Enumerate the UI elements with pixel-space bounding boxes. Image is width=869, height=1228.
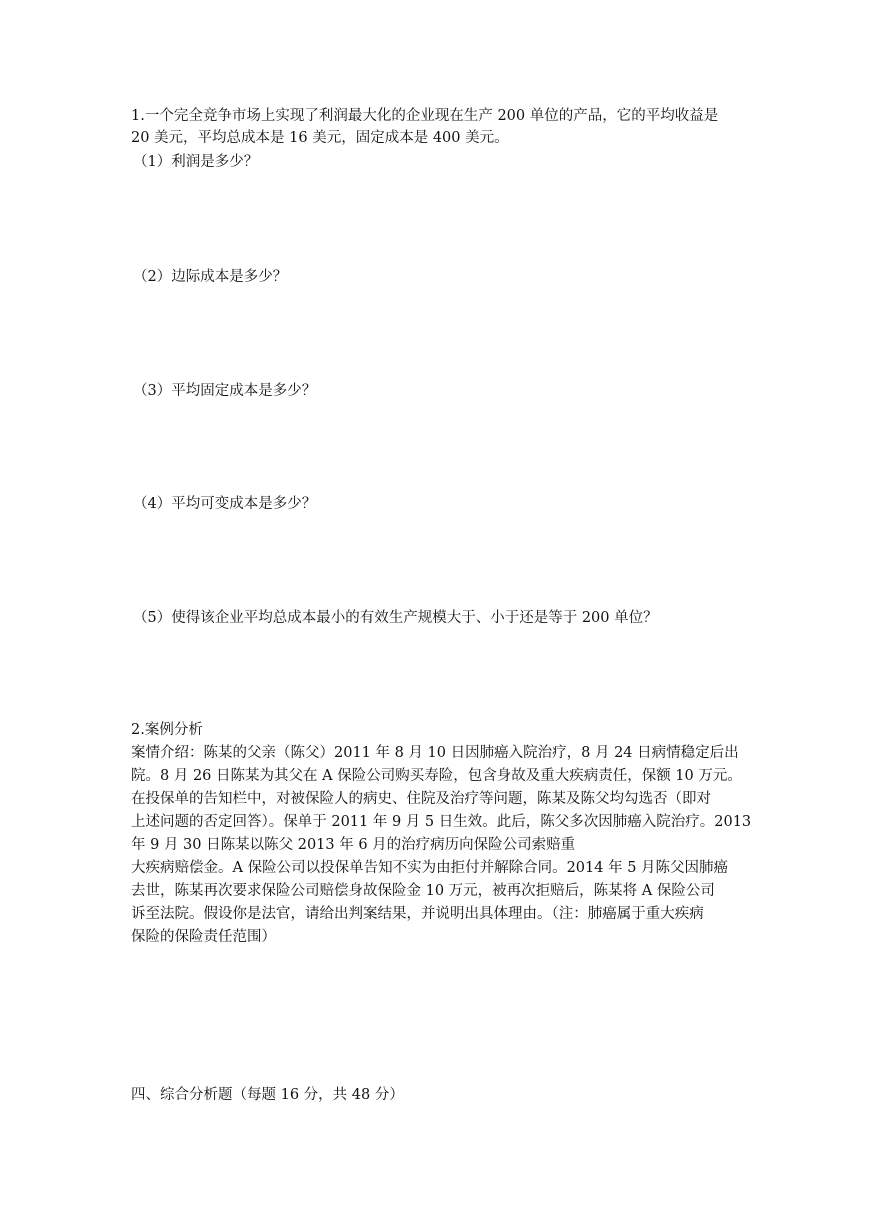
section-4-heading: 四、综合分析题（每题 16 分，共 48 分） — [131, 1087, 404, 1103]
q1-subquestion-2: （2）边际成本是多少？ — [133, 269, 288, 285]
q1-subquestion-3: （3）平均固定成本是多少？ — [133, 383, 317, 399]
q1-stem-line-2: 20 美元，平均总成本是 16 美元，固定成本是 400 美元。 — [131, 130, 509, 146]
q2-case-line-6: 大疾病赔偿金。A 保险公司以投保单告知不实为由拒付并解除合同。2014 年 5 月陈父因肺癌 — [131, 860, 729, 876]
q2-case-line-7: 去世，陈某再次要求保险公司赔偿身故保险金 10 万元，被再次拒赔后，陈某将 A 保险公司 — [131, 883, 715, 899]
q2-case-line-8: 诉至法院。假设你是法官，请给出判案结果，并说明出具体理由。（注：肺癌属于重大疾病 — [131, 906, 704, 922]
q1-subquestion-5: （5）使得该企业平均总成本最小的有效生产规模大于、小于还是等于 200 单位？ — [133, 610, 658, 626]
q2-case-line-1: 案情介绍：陈某的父亲（陈父）2011 年 8 月 10 日因肺癌入院治疗，8 月 24 日病情稳定后出 — [131, 745, 739, 761]
q2-case-line-5: 年 9 月 30 日陈某以陈父 2013 年 6 月的治疗病历向保险公司索赔重 — [131, 837, 576, 853]
q1-stem-line-1: 1.一个完全竞争市场上实现了利润最大化的企业现在生产 200 单位的产品，它的平均收益是 — [131, 108, 719, 124]
q2-case-line-9: 保险的保险责任范围） — [131, 929, 276, 945]
q1-subquestion-4: （4）平均可变成本是多少？ — [133, 496, 317, 512]
q1-subquestion-1: （1）利润是多少？ — [133, 154, 259, 170]
q2-case-line-4: 上述问题的否定回答）。保单于 2011 年 9 月 5 日生效。此后，陈父多次因肺癌入院治疗。2013 — [131, 814, 752, 830]
q2-case-line-2: 院。8 月 26 日陈某为其父在 A 保险公司购买寿险，包含身故及重大疾病责任，保额 10 万元。 — [131, 768, 742, 784]
q2-title: 2.案例分析 — [131, 722, 203, 738]
q2-case-line-3: 在投保单的告知栏中，对被保险人的病史、住院及治疗等问题，陈某及陈父均勾选否（即对 — [131, 791, 711, 807]
